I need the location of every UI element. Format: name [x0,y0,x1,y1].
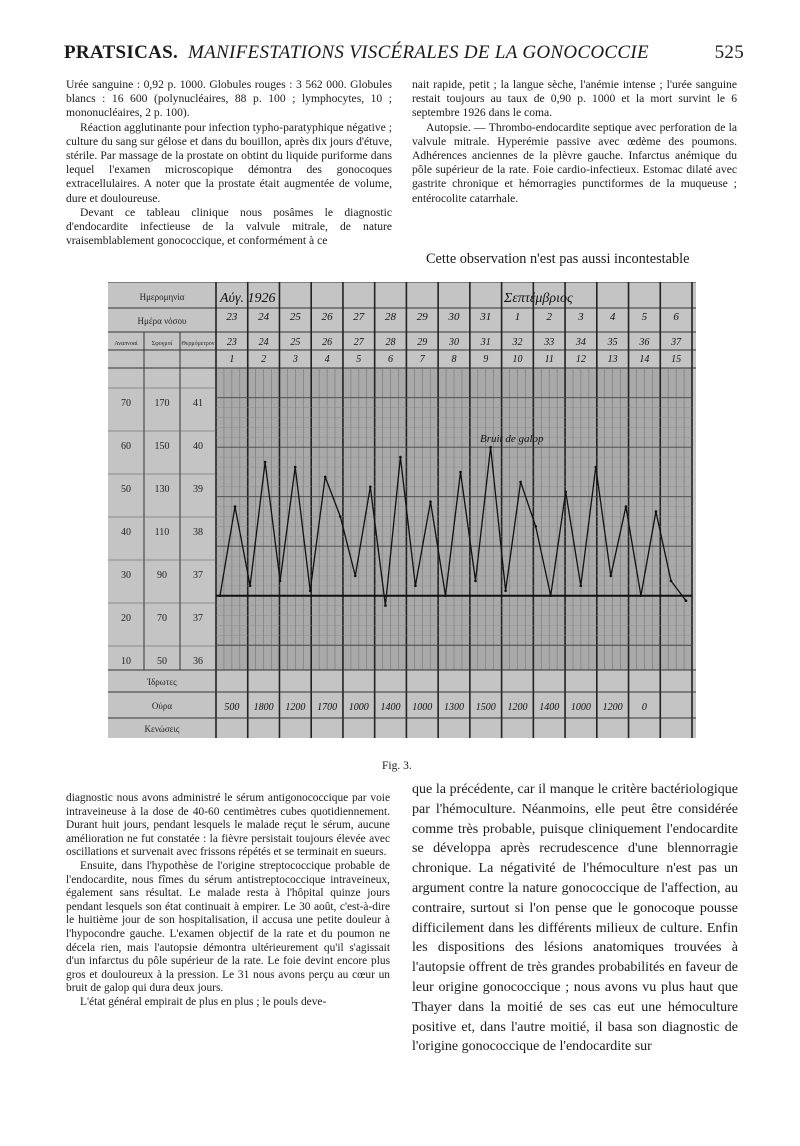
temperature-tick: 40 [193,441,203,452]
hospital-day-label: 10 [512,354,523,365]
hospital-day-label: 8 [451,354,457,365]
date-label: 25 [289,311,301,323]
temperature-point [474,580,477,583]
temperature-point [294,466,297,469]
header-author: PRATSICAS. [64,42,179,63]
temperature-point [414,585,417,588]
hospital-day-label: 9 [483,354,489,365]
respiration-tick: 70 [121,398,131,409]
lead-paragraph: Cette observation n'est pas aussi incontestable [426,251,690,267]
urine-volume-label: 1200 [285,702,306,713]
temperature-point [429,500,432,503]
temperature-point [369,486,372,489]
urine-volume-label: 500 [224,702,240,713]
date-label: 2 [546,311,552,323]
row-label-pulse: Σφυγμοί [151,341,173,347]
urine-volume-label: 0 [641,702,647,713]
hospital-day-label: 7 [419,354,425,365]
temperature-tick: 39 [193,484,203,495]
hospital-day-label: 11 [544,354,554,365]
temperature-tick: 36 [193,656,203,667]
pulse-tick: 90 [157,570,167,581]
temperature-point [685,599,688,602]
handwritten-month-september: Σεπτέμβριος [504,291,573,306]
urine-volume-label: 1200 [507,702,528,713]
date-label: 30 [448,311,460,323]
temperature-point [534,525,537,528]
pulse-tick: 50 [157,656,167,667]
urine-volume-label: 1000 [570,702,591,713]
date-label: 26 [321,311,333,323]
paragraph: Réaction agglutinante pour infection typho-paratyphique négative ; culture du sang sur gélose et dans du bouillon, après dix jours d'étuve, stérile. Par massage de la prostate on obtint du liquide puriforme dans lequel l'examen microscopique démontra des gonocoques extracellulaires. A noter que la prostate était augmentée de volume, dure et douloureuse. [66,120,392,205]
hospital-day-label: 12 [575,354,586,365]
day-of-illness-label: 35 [607,337,618,348]
day-of-illness-label: 31 [480,337,491,348]
date-label: 6 [673,311,679,323]
temperature-point [595,466,598,469]
hospital-day-label: 4 [324,354,330,365]
bottom-right-column [412,780,738,1057]
date-label: 5 [641,311,648,323]
temperature-point [339,515,342,518]
temperature-chart [108,282,696,738]
date-label: 1 [514,311,521,323]
row-label-day-of-illness: Ημέρα νόσου [137,316,187,326]
respiration-tick: 30 [121,570,131,581]
respiration-tick: 10 [121,656,131,667]
hospital-day-label: 15 [671,354,682,365]
row-label-respiration: Αναπνοαί [114,341,138,347]
handwritten-month-august: Αύγ. 1926 [220,291,276,306]
urine-volume-label: 1000 [348,702,369,713]
top-left-column [66,78,392,248]
day-of-illness-label: 26 [322,337,333,348]
respiration-tick: 40 [121,527,131,538]
temperature-point [504,590,507,593]
temperature-point [655,510,658,513]
temperature-point [264,461,267,464]
hospital-day-label: 6 [388,354,394,365]
handwritten-note-galop: Bruit de galop [480,433,544,445]
temperature-point [459,471,462,474]
hospital-day-label: 13 [607,354,618,365]
day-of-illness-label: 36 [639,337,650,348]
temperature-point [610,575,613,578]
day-of-illness-label: 34 [575,337,586,348]
day-of-illness-label: 24 [258,337,269,348]
temperature-tick: 38 [193,527,203,538]
bottom-row-label: Κενώσεις [144,724,180,734]
hospital-day-label: 3 [292,354,298,365]
temperature-point [564,491,567,494]
temperature-point [279,580,282,583]
urine-volume-label: 1300 [444,702,464,713]
pulse-tick: 130 [154,484,170,495]
date-label: 24 [258,311,270,323]
respiration-tick: 60 [121,441,131,452]
day-of-illness-label: 32 [512,337,523,348]
pulse-tick: 70 [157,613,167,624]
top-right-column [412,78,737,206]
day-of-illness-label: 28 [385,337,396,348]
row-label-date: Ημερομηνία [139,292,185,302]
date-label: 23 [226,311,238,323]
urine-volume-label: 1200 [602,702,623,713]
day-of-illness-label: 29 [417,337,428,348]
hospital-day-label: 1 [229,354,235,365]
row-label-temperature: Θερμόμετρον [181,341,215,347]
day-of-illness-label: 33 [544,337,555,348]
temperature-point [640,594,643,597]
temperature-tick: 41 [193,398,203,409]
urine-volume-label: 1500 [475,702,496,713]
date-label: 4 [609,311,616,323]
running-header [64,42,744,68]
page-number: 525 [714,42,744,63]
pulse-tick: 110 [154,527,170,538]
urine-volume-label: 1400 [380,702,401,713]
hospital-day-label: 14 [639,354,650,365]
temperature-point [249,585,252,588]
temperature-point [489,446,492,449]
figure-caption: Fig. 3. [382,760,412,772]
pulse-tick: 170 [154,398,170,409]
date-label: 3 [578,311,584,323]
date-label: 27 [353,311,365,323]
hospital-day-label: 5 [356,354,362,365]
temperature-point [399,456,402,459]
paragraph: Devant ce tableau clinique nous posâmes le diagnostic d'endocardite infectieuse de la valvule mitrale, de nature vraisemblablement gonococcique, et conformément à ce [66,205,392,248]
day-of-illness-label: 23 [226,337,237,348]
date-label: 31 [480,311,492,323]
temperature-point [384,604,387,607]
temperature-point [219,594,222,597]
paragraph: diagnostic nous avons administré le sérum antigonococcique par voie intraveineuse à la dose de 40-60 centimètres cubes quotidiennement. Durant huit jours, pendant lesquels le malade reçut le sérum, aucune amélioration ne fut constatée : la fièvre persistait toujours élevée avec oscillations et survenait avec frissons répétés et se terminait en sueurs. [66,792,390,859]
day-of-illness-label: 37 [671,337,682,348]
temperature-point [580,585,583,588]
temperature-tick: 37 [193,570,203,581]
urine-volume-label: 1400 [539,702,560,713]
temperature-point [670,580,673,583]
temperature-chart-figure [108,282,696,738]
day-of-illness-label: 27 [353,337,364,348]
temperature-point [625,505,628,508]
urine-volume-label: 1000 [412,702,433,713]
temperature-point [444,594,447,597]
bottom-row-label: Ίδρωτες [147,677,177,687]
bottom-row-label: Ούρα [151,701,173,711]
day-of-illness-label: 30 [449,337,459,348]
urine-volume-label: 1800 [253,702,274,713]
urine-volume-label: 1700 [317,702,338,713]
temperature-point [234,505,237,508]
date-label: 28 [385,311,397,323]
respiration-tick: 20 [121,613,131,624]
temperature-point [309,590,312,593]
date-label: 29 [416,311,428,323]
paragraph: L'état général empirait de plus en plus ; le pouls deve- [80,995,327,1008]
bottom-left-column [66,792,390,1010]
pulse-tick: 150 [154,441,170,452]
temperature-point [549,594,552,597]
temperature-tick: 37 [193,613,203,624]
temperature-point [324,476,327,479]
header-title: MANIFESTATIONS VISCÉRALES DE LA GONOCOCCIE [188,42,649,63]
paragraph: nait rapide, petit ; la langue sèche, l'anémie intense ; l'urée sanguine restait toujours au taux de 0,90 p. 1000 et la mort survint le 6 septembre 1926 dans le coma. [412,78,737,120]
hospital-day-label: 2 [261,354,267,365]
temperature-point [354,575,357,578]
respiration-tick: 50 [121,484,131,495]
paragraph: Autopsie. — Thrombo-endocardite septique avec perforation de la valvule mitrale. Hyperémie passive avec œdème des poumons. Adhérences anciennes de la plèvre gauche. Infarctus anémique du pôle supérieur de la rate. Foie cardio-infectieux. Estomac dilaté avec gastrite chronique et hémorragies punctiformes de la muqueuse ; entérocolite catarrhale. [412,120,737,205]
paragraph: que la précédente, car il manque le critère bactériologique par l'hémoculture. Néanmoins, elle peut être considérée comme très probable, puisque cliniquement l'endocardite se développa après recrudescence d'une blennorragie chronique. La négativité de l'hémoculture n'est pas un argument contre la nature gonococcique de l'affection, au contraire, surtout si l'on pense que le gonocoque pousse difficilement dans les différents milieux de culture. Enfin les dispositions des lésions anatomiques trouvées à l'autopsie offrent de très grandes probabilités en faveur de leur origine gonococcique ; nous avons vu plus haut que Thayer dans la moitié de ses cas eut une hémoculture positive et, dans l'autre moitié, il basa son diagnostic de l'origine gonococcique de l'endocardite sur [412,782,738,1055]
paragraph: Ensuite, dans l'hypothèse de l'origine streptococcique probable de l'endocardite, nous fîmes du sérum antistreptococcique intraveineux, également sans résultat. Le malade resta à l'hôpital quinze jours pendant lesquels son état continuait à empirer. Le 30 août, c'est-à-dire le huitième jour de son hospitalisation, il accusa une petite douleur à l'hypocondre gauche. L'examen objectif de la rate et du poumon ne décela rien, mais l'autopsie démontra ultérieurement qu'il s'agissait d'un infarctus du pôle supérieur de la rate. Le foie devint encore plus gros et douloureux à la pression. Le 31 nous avons perçu au cœur un bruit de galop qui dura deux jours. [66,859,390,995]
temperature-point [519,481,522,484]
day-of-illness-label: 25 [290,337,301,348]
paragraph: Urée sanguine : 0,92 p. 1000. Globules rouges : 3 562 000. Globules blancs : 16 600 (polynucléaires, 88 p. 100 ; lymphocytes, 10 ; mononucléaires, 2 p. 100). [66,78,392,120]
